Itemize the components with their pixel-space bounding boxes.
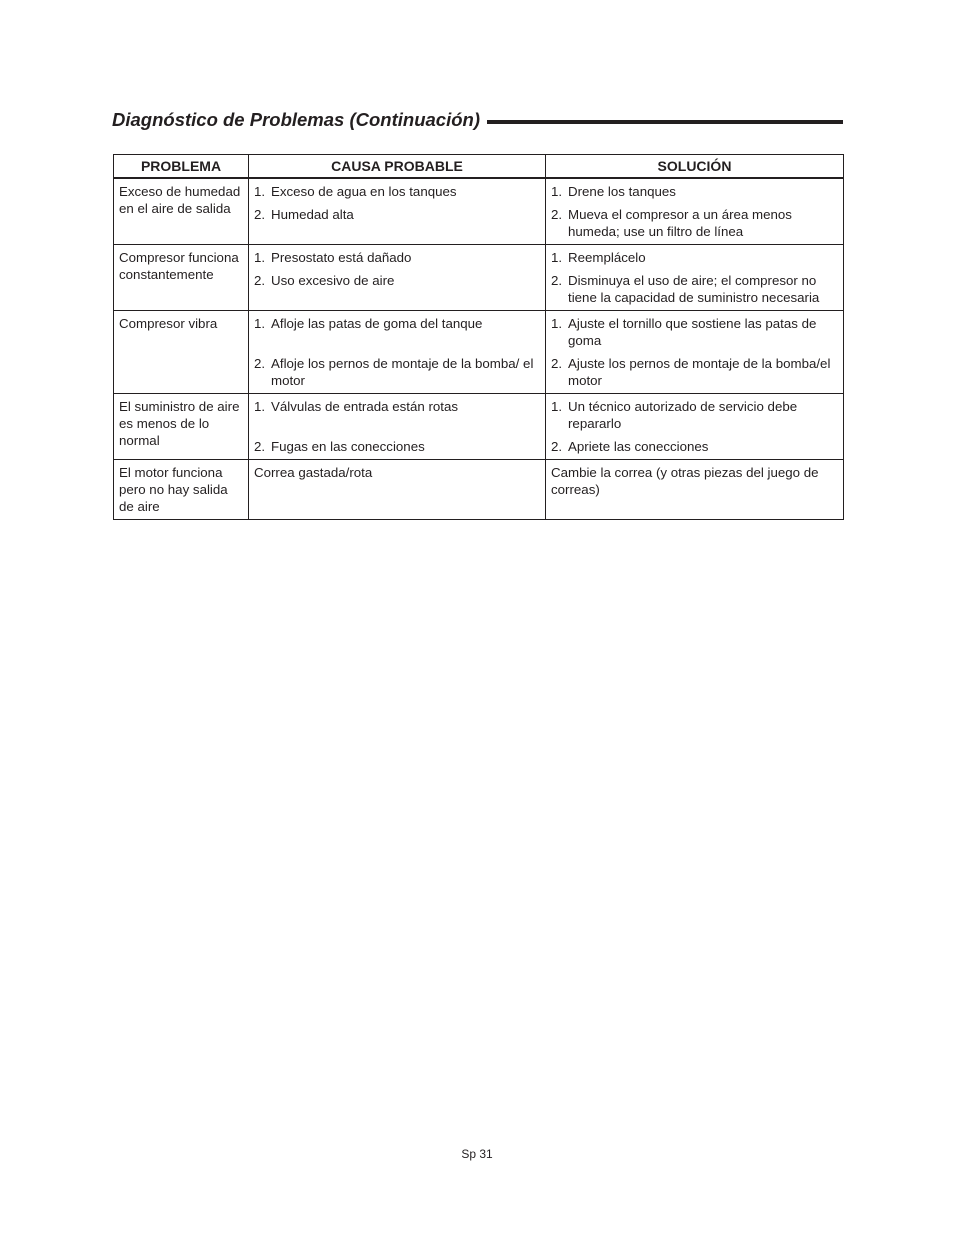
- cause-cell: [249, 245, 546, 311]
- solution-cell: [546, 311, 844, 394]
- solution-item: 2. Apriete las conecciones: [551, 439, 709, 454]
- solution-cell: [546, 394, 844, 460]
- troubleshooting-table: [113, 154, 844, 520]
- cause-item: 2. Fugas en las conecciones: [254, 439, 425, 454]
- solution-item: 2. Ajuste los pernos de montaje de la bomba/el motor: [551, 356, 831, 388]
- cause-cell: [249, 178, 546, 245]
- cause-cell: Correa gastada/rota: [249, 460, 546, 520]
- header-problem: PROBLEMA: [114, 155, 249, 179]
- solution-item: 1. Un técnico autorizado de servicio debe repararlo: [551, 399, 798, 431]
- cause-item: 1. Exceso de agua en los tanques: [254, 184, 457, 199]
- cause-item: 2. Humedad alta: [254, 207, 354, 222]
- cause-item: 1. Afloje las patas de goma del tanque: [254, 316, 483, 331]
- table-row: [114, 178, 844, 245]
- table-row: [114, 394, 844, 460]
- solution-cell: [546, 178, 844, 245]
- problem-cell: Exceso de humedad en el aire de salida: [114, 178, 249, 245]
- table-row: [114, 311, 844, 394]
- solution-cell: [546, 245, 844, 311]
- table-row: [114, 245, 844, 311]
- problem-cell: El suministro de aire es menos de lo normal: [114, 394, 249, 460]
- header-cause: CAUSA PROBABLE: [249, 155, 546, 179]
- cause-cell: [249, 311, 546, 394]
- problem-cell: El motor funciona pero no hay salida de aire: [114, 460, 249, 520]
- cause-item: 2. Uso excesivo de aire: [254, 273, 395, 288]
- table-row: [114, 460, 844, 520]
- table-header-row: [114, 155, 844, 179]
- cause-item: 1. Presostato está dañado: [254, 250, 412, 265]
- cause-item: 2. Afloje los pernos de montaje de la bomba/ el motor: [254, 356, 534, 388]
- cause-cell: [249, 394, 546, 460]
- section-heading: [112, 108, 843, 132]
- solution-item: 2. Mueva el compresor a un área menos humeda; use un filtro de línea: [551, 207, 792, 239]
- solution-item: 2. Disminuya el uso de aire; el compresor no tiene la capacidad de suministro necesaria: [551, 273, 820, 305]
- solution-item: 1. Ajuste el tornillo que sostiene las patas de goma: [551, 316, 817, 348]
- solution-item: 1. Reemplácelo: [551, 250, 646, 265]
- solution-item: 1. Drene los tanques: [551, 184, 676, 199]
- problem-cell: Compresor funciona constantemente: [114, 245, 249, 311]
- section-title: Diagnóstico de Problemas (Continuación): [112, 109, 480, 130]
- heading-rule: [487, 120, 843, 124]
- problem-cell: Compresor vibra: [114, 311, 249, 394]
- page-number: Sp 31: [461, 1147, 493, 1161]
- cause-item: 1. Válvulas de entrada están rotas: [254, 399, 459, 414]
- header-solution: SOLUCIÓN: [546, 155, 844, 179]
- solution-cell: Cambie la correa (y otras piezas del juego de correas): [546, 460, 844, 520]
